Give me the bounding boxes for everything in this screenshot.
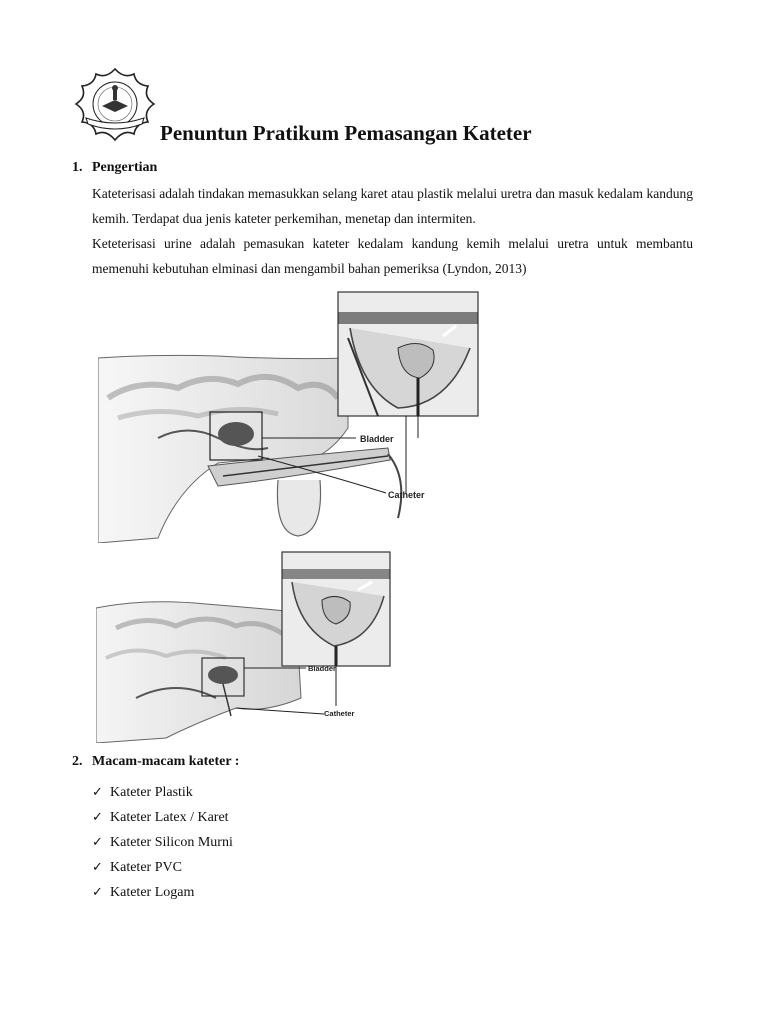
- bladder-label: Bladder: [360, 434, 394, 444]
- list-item: ✓ Kateter PVC: [92, 859, 182, 875]
- catheter-label: Catheter: [388, 490, 425, 500]
- page-title: Penuntun Pratikum Pemasangan Kateter: [160, 121, 532, 145]
- section-number: 2.: [72, 754, 83, 769]
- section-heading-catheter-types: [72, 754, 239, 770]
- checkmark-icon: ✓: [92, 860, 103, 875]
- list-item: ✓ Kateter Logam: [92, 884, 195, 900]
- list-item: ✓ Kateter Plastik: [92, 784, 193, 800]
- bladder-label: Bladder: [308, 664, 336, 673]
- catheter-label: Catheter: [324, 709, 355, 718]
- section-number: 1.: [72, 160, 83, 175]
- list-item: ✓ Kateter Silicon Murni: [92, 834, 233, 850]
- checkmark-icon: ✓: [92, 785, 103, 800]
- checkmark-icon: ✓: [92, 885, 103, 900]
- checkmark-icon: ✓: [92, 835, 103, 850]
- list-item: ✓ Kateter Latex / Karet: [92, 809, 229, 825]
- checkmark-icon: ✓: [92, 810, 103, 825]
- female-catheter-anatomy-figure: [96, 548, 396, 743]
- male-catheter-anatomy-figure: [98, 288, 490, 543]
- paragraph-urine-catheterization: Keteterisasi urine adalah pemasukan kateter kedalam kandung kemih melalui uretra untuk membantu memenuhi kebutuhan elminasi dan mengambil bahan pemeriksa (Lyndon, 2013): [92, 236, 693, 276]
- section-title: Pengertian: [92, 160, 158, 175]
- paragraph-definition: Kateterisasi adalah tindakan memasukkan selang karet atau plastik melalui uretra dan masuk kedalam kandung kemih. Terdapat dua jenis kateter perkemihan, menetap dan intermiten.: [92, 186, 693, 226]
- section-title: Macam-macam kateter :: [92, 754, 240, 769]
- catheter-types-list: [92, 780, 233, 905]
- institution-logo-icon: [72, 66, 158, 144]
- section-heading-pengertian: [72, 160, 157, 176]
